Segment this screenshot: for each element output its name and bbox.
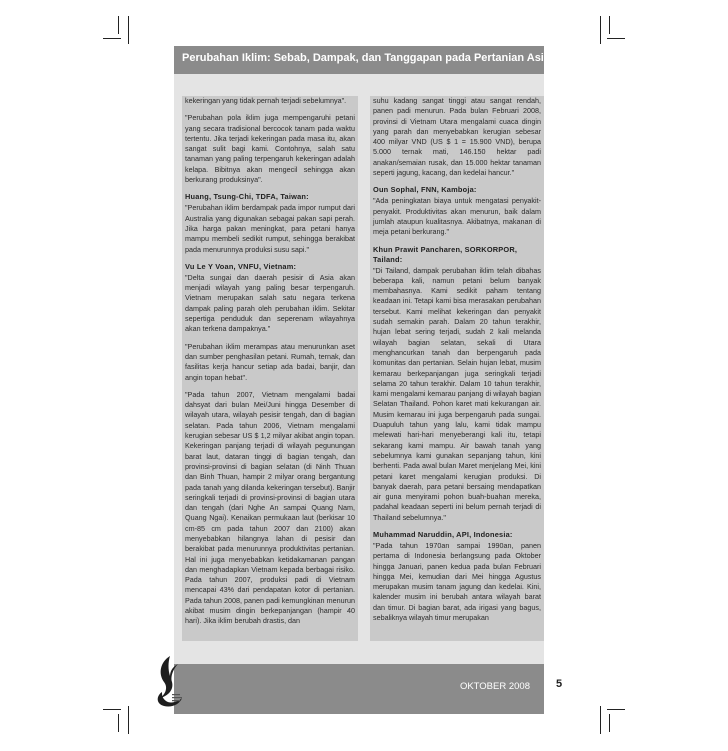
- page-number: 5: [556, 678, 563, 690]
- right-paragraph: suhu kadang sangat tinggi atau sangat rendah, panen padi menurun. Pada bulan Februari 2008, provinsi di Vietnam Utara mengalami cuaca dingin yang parah dan menyebabkan kerugian sebesar 400 milyar VND (US $ 1 = 15.900 VND), berupa 5.000 ternak mati, 146.150 hektar padi anakan/semaian rusak, dan 15.000 hektar tanaman seperti jagung, kacang, dan kedelai hancur.": [373, 96, 541, 178]
- left-paragraph: "Perubahan iklim merampas atau menurunkan aset dan sumber penghasilan petani. Rumah, ternak, dan fasilitas kerja hancur setiap ada badai, banjir, dan angin topan hebat".: [185, 341, 355, 382]
- left-speaker-heading: Vu Le Y Voan, VNFU, Vietnam:: [185, 261, 297, 271]
- left-paragraph: "Pada tahun 2007, Vietnam mengalami badai dahsyat dari bulan Mei/Juni hingga Desember di wilayah utara, wilayah pesisir tengah, dan di bagian selatan. Pada tahun 2006, Vietnam mengalami kerugian sebesar US $ 1,2 milyar akibat angin topan. Kekeringan panjang terjadi di wilayah pegunungan barat laut, dataran tinggi di bagian tengah, dan provinsi-provinsi di bagian selatan (di Ninh Thuan dan Binh Thuan, hampir 2 milyar orang bergantung pada tanah yang dilanda kekeringan tersebut). Banjir seringkali terjadi di provinsi-provinsi di bagian utara dan tengah (dari Nghe An sampai Quang Nam, Quang Ngai). Kenaikan permukaan laut (berkisar 10 cm-85 cm pada tahun 2007 dan 2100) akan menyebabkan hilangnya lahan di pesisir dan berakibat pada menurunnya produktivitas pertanian. Hal ini juga menyebabkan ketidakamanan pangan dan menghadapkan Vietnam kepada berbagai risiko. Pada tahun 2007, produksi padi di Vietnam mencapai 43% dari pendapatan kotor di pertanian. Pada tahun 2008, panen padi kemungkinan menurun akibat musim dingin berkepanjangan (hampir 40 hari). Jika iklim berubah drastis, dan: [185, 389, 355, 626]
- right-speaker-heading: Oun Sophal, FNN, Kamboja:: [373, 185, 477, 195]
- right-paragraph: "Ada peningkatan biaya untuk mengatasi penyakit-penyakit. Produktivitas akan menurun, baik dalam jumlah ataupun kualitasnya. Akibatnya, makanan di meja petani berkurang.": [373, 196, 541, 237]
- left-paragraph: "Perubahan pola iklim juga mempengaruhi petani yang secara tradisional bercocok tanam pada waktu tertentu. Jika terjadi kekeringan pada masa itu, akan sangat sulit bagi kami. Contohnya, salah satu tanaman yang paling terpengaruh kekeringan adalah kelapa. Bibitnya akan mengecil sehingga akan berkurang produksinya".: [185, 113, 355, 185]
- running-header-title: Perubahan Iklim: Sebab, Dampak, dan Tanggapan pada Pertanian Asia: [182, 52, 550, 64]
- left-text-column: [182, 96, 358, 641]
- left-paragraph: kekeringan yang tidak pernah terjadi sebelumnya".: [185, 96, 347, 105]
- left-speaker-heading: Huang, Tsung-Chi, TDFA, Taiwan:: [185, 192, 309, 202]
- right-text-column: [370, 96, 544, 641]
- footer-band: [174, 664, 544, 714]
- right-paragraph: "Di Tailand, dampak perubahan iklim telah dibahas beberapa kali, namun petani belum banyak membahasnya. Kami sedikit paham tentang keadaan ini. Tetapi kami bisa merasakan perubahan tersebut. Kami melihat kekeringan dan penyakit sudah semakin parah. Dalam 20 tahun terakhir, hujan lebat sering terjadi, sudah 2 kali melanda wilayah bagian selatan, sekali di Utara menghancurkan tanah dan berpengaruh pada komunitas dan pertanian. Selain hujan lebat, musim kemarau berkepanjangan juga seringkali terjadi selama 20 tahun terakhir. Dalam 10 tahun terakhir, kami mengalami kemarau panjang di wilayah bagian Selatan Thailand. Pohon karet mati kekurangan air. Musim kemarau ini juga berpengaruh pada sungai. Duapuluh tahun yang lalu, kami tidak mampu melewati hari-hari menyeberangi kali itu, tetapi sekarang kami mampu. Air bawah tanah yang sebelumnya kami gunakan sepanjang tahun, kini berhenti. Pada awal bulan Maret menjelang Mei, kini petani karet mengalami kerugian produksi. Di banyak daerah, para petani bersaing mendapatkan air guna menyirami pohon buah-buahan mereka, padahal keadaan seperti ini belum pernah terjadi di Thailand sebelumnya.": [373, 265, 541, 522]
- organization-logo-icon: [150, 652, 190, 710]
- right-paragraph: "Pada tahun 1970an sampai 1990an, panen pertama di Indonesia berlangsung pada Oktober hingga Januari, panen kedua pada bulan Februari hingga Mei, kemudian dari Mei hingga Agustus merupakan musim tanam jagung dan kedelai. Kini, kalender musim ini berubah antara wilayah barat dan timur. Di bagian barat, ada irigasi yang bagus, sebaliknya wilayah timur merupakan: [373, 540, 541, 623]
- right-speaker-heading: Khun Prawit Pancharen, SORKORPOR, Tailand:: [373, 244, 518, 264]
- header-band: [174, 46, 550, 74]
- left-paragraph: "Perubahan iklim berdampak pada impor rumput dari Australia yang digunakan sebagai pakan sapi perah. Jika harga pakan meningkat, para petani hanya mampu membeli sedikit rumput, sehingga berakibat pada menurunnya produksi susu sapi.": [185, 203, 355, 254]
- left-paragraph: "Delta sungai dan daerah pesisir di Asia akan menjadi wilayah yang paling besar terpengaruh. Vietnam merupakan salah satu negara terkena dampak paling parah oleh perubahan iklim. Sekitar sepertiga penduduk dan seperenam wilayahnya akan terkena dampaknya.": [185, 272, 355, 334]
- right-speaker-heading: Muhammad Naruddin, API, Indonesia:: [373, 529, 513, 539]
- footer-issue-date: OKTOBER 2008: [459, 681, 530, 692]
